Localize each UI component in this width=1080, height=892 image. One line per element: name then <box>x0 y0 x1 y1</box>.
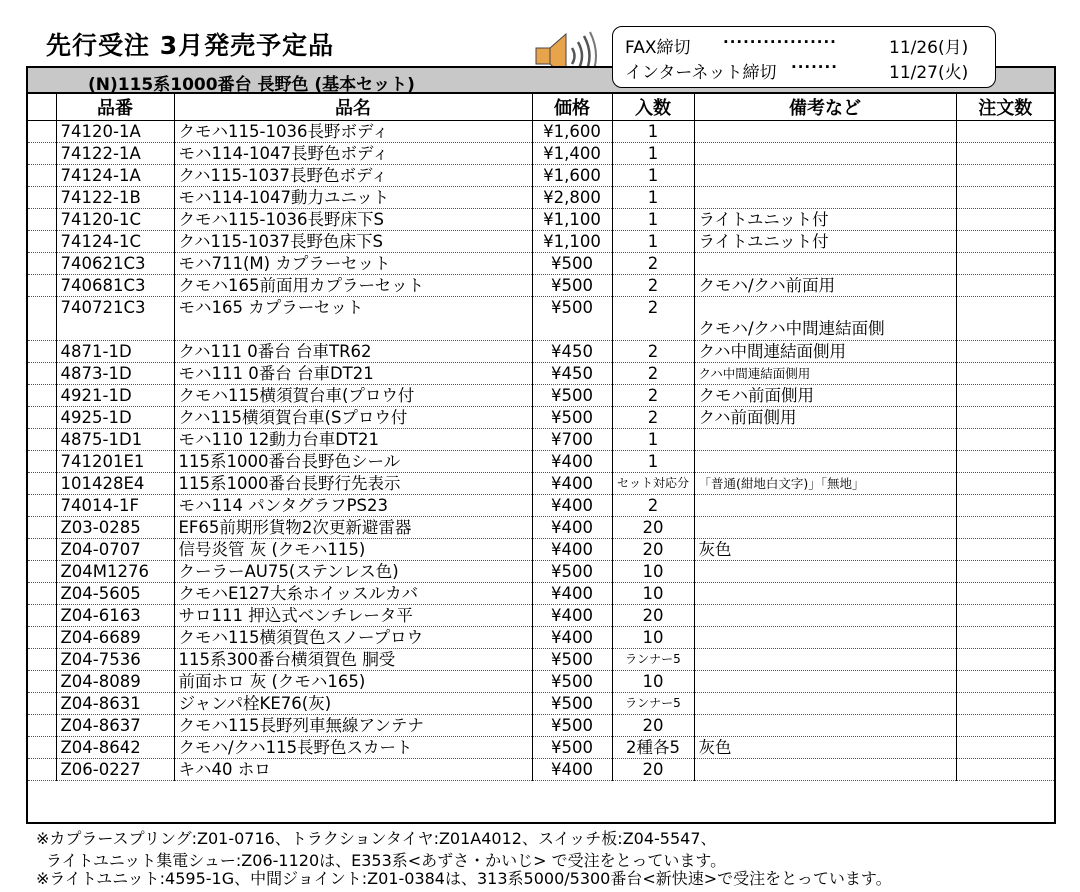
table-row <box>28 407 1054 429</box>
table-row <box>28 253 1054 275</box>
row-blank-cell <box>28 231 56 253</box>
item-price: ¥1,400 <box>532 143 612 165</box>
column-header-order: 注文数 <box>956 94 1054 121</box>
table-row <box>28 187 1054 209</box>
item-note: クハ前面側用 <box>694 407 956 429</box>
row-blank-cell <box>28 583 56 605</box>
item-name: クモハ165前面用カプラーセット <box>174 275 532 297</box>
item-qty: 2 <box>612 297 694 341</box>
item-price: ¥500 <box>532 737 612 759</box>
item-code: 4875-1D1 <box>56 429 174 451</box>
item-qty: 1 <box>612 429 694 451</box>
item-price: ¥1,100 <box>532 209 612 231</box>
item-note <box>694 495 956 517</box>
item-name: クモハ115横須賀台車(プロウ付 <box>174 385 532 407</box>
item-code: 740621C3 <box>56 253 174 275</box>
item-code: Z04-0707 <box>56 539 174 561</box>
item-note <box>694 517 956 539</box>
item-code: 4873-1D <box>56 363 174 385</box>
row-blank-cell <box>28 759 56 781</box>
table-row <box>28 561 1054 583</box>
table-row <box>28 297 1054 341</box>
row-blank-cell <box>28 473 56 495</box>
table-row <box>28 693 1054 715</box>
item-note <box>694 121 956 143</box>
item-price: ¥400 <box>532 627 612 649</box>
item-price: ¥400 <box>532 517 612 539</box>
item-code: Z04-8637 <box>56 715 174 737</box>
item-note: 灰色 <box>694 539 956 561</box>
item-qty: 20 <box>612 715 694 737</box>
item-qty: 20 <box>612 759 694 781</box>
order-qty-cell[interactable] <box>956 407 1054 429</box>
item-note: クハ中間連結面側用 <box>694 363 956 385</box>
footnote-1: ※カプラースプリング:Z01-0716、トラクションタイヤ:Z01A4012、スイッチ板:Z04-5547、 <box>36 829 717 848</box>
row-blank-cell <box>28 209 56 231</box>
item-name: クモハE127大糸ホイッスルカバ <box>174 583 532 605</box>
item-code: 74124-1A <box>56 165 174 187</box>
item-price: ¥500 <box>532 407 612 429</box>
item-name: クモハ115横須賀色スノープロウ <box>174 627 532 649</box>
item-note <box>694 253 956 275</box>
row-blank-cell <box>28 165 56 187</box>
order-qty-cell[interactable] <box>956 209 1054 231</box>
item-note: 「普通(紺地白文字)」「無地」 <box>694 473 956 495</box>
item-qty: 2 <box>612 495 694 517</box>
item-note: クモハ/クハ中間連結面側 <box>694 297 956 341</box>
table-row <box>28 627 1054 649</box>
item-name: モハ111 0番台 台車DT21 <box>174 363 532 385</box>
item-qty: 2種各5 <box>612 737 694 759</box>
row-blank-cell <box>28 297 56 341</box>
order-qty-cell[interactable] <box>956 561 1054 583</box>
blank-column-header <box>28 94 56 121</box>
item-qty: ランナー5 <box>612 649 694 671</box>
item-price: ¥400 <box>532 583 612 605</box>
item-qty: 1 <box>612 143 694 165</box>
table-row <box>28 715 1054 737</box>
table-row <box>28 363 1054 385</box>
item-name: 115系1000番台長野色シール <box>174 451 532 473</box>
order-qty-cell[interactable] <box>956 341 1054 363</box>
item-price: ¥400 <box>532 759 612 781</box>
item-qty: 10 <box>612 561 694 583</box>
item-code: Z04-8089 <box>56 671 174 693</box>
order-qty-cell[interactable] <box>956 275 1054 297</box>
item-name: クモハ115-1036長野ボディ <box>174 121 532 143</box>
item-code: 74120-1A <box>56 121 174 143</box>
item-price: ¥1,100 <box>532 231 612 253</box>
item-note <box>694 605 956 627</box>
table-row <box>28 231 1054 253</box>
table-row <box>28 341 1054 363</box>
table-row <box>28 759 1054 781</box>
footnote-2: ライトユニット集電シュー:Z06-1120は、E353系<あずさ・かいじ> で受注をとっています。 <box>46 851 727 870</box>
item-name: クハ115-1037長野色床下S <box>174 231 532 253</box>
item-note <box>694 429 956 451</box>
item-name: 115系300番台横須賀色 胴受 <box>174 649 532 671</box>
row-blank-cell <box>28 407 56 429</box>
item-price: ¥500 <box>532 649 612 671</box>
order-qty-cell[interactable] <box>956 693 1054 715</box>
item-qty: 20 <box>612 539 694 561</box>
item-price: ¥500 <box>532 275 612 297</box>
item-code: 74120-1C <box>56 209 174 231</box>
item-qty: 20 <box>612 517 694 539</box>
table-row <box>28 671 1054 693</box>
order-qty-cell[interactable] <box>956 253 1054 275</box>
row-blank-cell <box>28 539 56 561</box>
table-row <box>28 121 1054 143</box>
row-blank-cell <box>28 429 56 451</box>
item-qty: 1 <box>612 451 694 473</box>
order-qty-cell[interactable] <box>956 187 1054 209</box>
item-code: Z04M1276 <box>56 561 174 583</box>
internet-deadline-date: 11/27(火) <box>889 63 969 83</box>
row-blank-cell <box>28 693 56 715</box>
order-qty-cell[interactable] <box>956 495 1054 517</box>
item-price: ¥400 <box>532 451 612 473</box>
order-qty-cell[interactable] <box>956 539 1054 561</box>
item-note <box>694 759 956 781</box>
item-code: 4925-1D <box>56 407 174 429</box>
item-price: ¥400 <box>532 539 612 561</box>
row-blank-cell <box>28 715 56 737</box>
item-qty: 20 <box>612 605 694 627</box>
item-note <box>694 649 956 671</box>
table-row <box>28 605 1054 627</box>
footnote-3: ※ライトユニット:4595-1G、中間ジョイント:Z01-0384は、313系5000/5300番台<新快速>で受注をとっています。 <box>36 869 892 888</box>
item-price: ¥400 <box>532 605 612 627</box>
item-price: ¥2,800 <box>532 187 612 209</box>
item-code: 74122-1A <box>56 143 174 165</box>
fax-deadline-dots: ················· <box>723 33 837 51</box>
row-blank-cell <box>28 671 56 693</box>
item-price: ¥450 <box>532 363 612 385</box>
row-blank-cell <box>28 363 56 385</box>
order-qty-cell[interactable] <box>956 385 1054 407</box>
item-note <box>694 451 956 473</box>
page-title: 先行受注 3月発売予定品 <box>46 31 335 60</box>
item-note: ライトユニット付 <box>694 209 956 231</box>
item-note: クモハ/クハ前面用 <box>694 275 956 297</box>
row-blank-cell <box>28 649 56 671</box>
table-row <box>28 451 1054 473</box>
item-code: 74014-1F <box>56 495 174 517</box>
order-qty-cell[interactable] <box>956 671 1054 693</box>
item-code: Z04-5605 <box>56 583 174 605</box>
order-qty-cell[interactable] <box>956 517 1054 539</box>
item-code: Z03-0285 <box>56 517 174 539</box>
table-row <box>28 143 1054 165</box>
item-name: クハ115横須賀台車(Sプロウ付 <box>174 407 532 429</box>
item-name: 信号炎管 灰 (クモハ115) <box>174 539 532 561</box>
row-blank-cell <box>28 517 56 539</box>
item-name: クモハ115長野列車無線アンテナ <box>174 715 532 737</box>
item-name: モハ711(M) カプラーセット <box>174 253 532 275</box>
table-row <box>28 737 1054 759</box>
row-blank-cell <box>28 143 56 165</box>
item-qty: 1 <box>612 121 694 143</box>
row-blank-cell <box>28 451 56 473</box>
row-blank-cell <box>28 495 56 517</box>
order-qty-cell[interactable] <box>956 165 1054 187</box>
item-code: Z04-6163 <box>56 605 174 627</box>
item-price: ¥1,600 <box>532 165 612 187</box>
item-price: ¥500 <box>532 297 612 341</box>
item-note <box>694 715 956 737</box>
order-table-frame <box>26 66 1056 824</box>
item-name: クハ111 0番台 台車TR62 <box>174 341 532 363</box>
row-blank-cell <box>28 561 56 583</box>
item-price: ¥500 <box>532 253 612 275</box>
table-row <box>28 649 1054 671</box>
item-qty: 10 <box>612 671 694 693</box>
item-qty: 2 <box>612 275 694 297</box>
item-price: ¥500 <box>532 561 612 583</box>
item-code: Z06-0227 <box>56 759 174 781</box>
item-code: 4921-1D <box>56 385 174 407</box>
order-qty-cell[interactable] <box>956 715 1054 737</box>
item-note <box>694 187 956 209</box>
table-row <box>28 539 1054 561</box>
item-code: 4871-1D <box>56 341 174 363</box>
item-qty: ランナー5 <box>612 693 694 715</box>
item-price: ¥450 <box>532 341 612 363</box>
item-price: ¥700 <box>532 429 612 451</box>
item-name: キハ40 ホロ <box>174 759 532 781</box>
table-row <box>28 429 1054 451</box>
item-price: ¥400 <box>532 495 612 517</box>
table-row <box>28 473 1054 495</box>
order-qty-cell[interactable] <box>956 429 1054 451</box>
row-blank-cell <box>28 275 56 297</box>
order-qty-cell[interactable] <box>956 627 1054 649</box>
item-code: Z04-6689 <box>56 627 174 649</box>
table-row <box>28 165 1054 187</box>
order-qty-cell[interactable] <box>956 231 1054 253</box>
row-blank-cell <box>28 121 56 143</box>
item-code: Z04-7536 <box>56 649 174 671</box>
item-code: 74124-1C <box>56 231 174 253</box>
item-note <box>694 561 956 583</box>
table-header-row <box>28 94 1054 121</box>
item-note: クハ中間連結面側用 <box>694 341 956 363</box>
item-name: モハ114-1047長野色ボディ <box>174 143 532 165</box>
item-qty: 2 <box>612 385 694 407</box>
row-blank-cell <box>28 605 56 627</box>
item-note: ライトユニット付 <box>694 231 956 253</box>
item-name: ジャンパ栓KE76(灰) <box>174 693 532 715</box>
column-header-name: 品名 <box>174 94 532 121</box>
item-qty: 1 <box>612 231 694 253</box>
item-name: EF65前期形貨物2次更新避雷器 <box>174 517 532 539</box>
item-price: ¥500 <box>532 671 612 693</box>
set-banner-text: (N)115系1000番台 長野色 (基本セット) <box>88 75 415 95</box>
item-code: 74122-1B <box>56 187 174 209</box>
column-header-code: 品番 <box>56 94 174 121</box>
internet-deadline-label: インターネット締切 <box>625 63 777 83</box>
item-qty: セット対応分 <box>612 473 694 495</box>
item-qty: 10 <box>612 583 694 605</box>
order-qty-cell[interactable] <box>956 473 1054 495</box>
table-row <box>28 275 1054 297</box>
row-blank-cell <box>28 627 56 649</box>
item-name: クモハ115-1036長野床下S <box>174 209 532 231</box>
item-qty: 2 <box>612 407 694 429</box>
table-row <box>28 583 1054 605</box>
item-qty: 1 <box>612 165 694 187</box>
item-code: 741201E1 <box>56 451 174 473</box>
item-name: クーラーAU75(ステンレス色) <box>174 561 532 583</box>
row-blank-cell <box>28 253 56 275</box>
item-name: 115系1000番台長野行先表示 <box>174 473 532 495</box>
item-qty: 1 <box>612 187 694 209</box>
table-row <box>28 495 1054 517</box>
item-name: モハ114 パンタグラフPS23 <box>174 495 532 517</box>
item-qty: 2 <box>612 253 694 275</box>
table-row <box>28 209 1054 231</box>
column-header-price: 価格 <box>532 94 612 121</box>
item-qty: 2 <box>612 341 694 363</box>
order-table <box>28 94 1054 781</box>
internet-deadline-dots: ······· <box>791 58 838 76</box>
item-note <box>694 671 956 693</box>
item-code: Z04-8642 <box>56 737 174 759</box>
item-note: クモハ前面側用 <box>694 385 956 407</box>
order-qty-cell[interactable] <box>956 605 1054 627</box>
order-qty-cell[interactable] <box>956 649 1054 671</box>
item-code: 740681C3 <box>56 275 174 297</box>
item-name: モハ165 カプラーセット <box>174 297 532 341</box>
item-code: 740721C3 <box>56 297 174 341</box>
column-header-qty: 入数 <box>612 94 694 121</box>
fax-deadline-date: 11/26(月) <box>889 38 969 58</box>
item-name: クハ115-1037長野色ボディ <box>174 165 532 187</box>
item-qty: 2 <box>612 363 694 385</box>
table-row <box>28 385 1054 407</box>
order-qty-cell[interactable] <box>956 121 1054 143</box>
row-blank-cell <box>28 187 56 209</box>
item-code: Z04-8631 <box>56 693 174 715</box>
item-price: ¥500 <box>532 693 612 715</box>
item-price: ¥500 <box>532 715 612 737</box>
item-qty: 1 <box>612 209 694 231</box>
item-name: モハ110 12動力台車DT21 <box>174 429 532 451</box>
row-blank-cell <box>28 341 56 363</box>
fax-deadline-label: FAX締切 <box>625 38 691 58</box>
column-header-notes: 備考など <box>694 94 956 121</box>
item-price: ¥1,600 <box>532 121 612 143</box>
deadline-box <box>612 26 996 88</box>
item-name: 前面ホロ 灰 (クモハ165) <box>174 671 532 693</box>
row-blank-cell <box>28 385 56 407</box>
item-name: サロ111 押込式ベンチレータ平 <box>174 605 532 627</box>
order-qty-cell[interactable] <box>956 143 1054 165</box>
item-qty: 10 <box>612 627 694 649</box>
order-qty-cell[interactable] <box>956 297 1054 341</box>
item-note: 灰色 <box>694 737 956 759</box>
table-row <box>28 517 1054 539</box>
order-qty-cell[interactable] <box>956 451 1054 473</box>
item-name: モハ114-1047動力ユニット <box>174 187 532 209</box>
row-blank-cell <box>28 737 56 759</box>
item-note <box>694 693 956 715</box>
item-name: クモハ/クハ115長野色スカート <box>174 737 532 759</box>
order-qty-cell[interactable] <box>956 363 1054 385</box>
item-price: ¥400 <box>532 473 612 495</box>
order-qty-cell[interactable] <box>956 583 1054 605</box>
order-qty-cell[interactable] <box>956 737 1054 759</box>
item-code: 101428E4 <box>56 473 174 495</box>
item-note <box>694 143 956 165</box>
item-note <box>694 165 956 187</box>
order-qty-cell[interactable] <box>956 759 1054 781</box>
item-note <box>694 583 956 605</box>
item-price: ¥500 <box>532 385 612 407</box>
item-note <box>694 627 956 649</box>
